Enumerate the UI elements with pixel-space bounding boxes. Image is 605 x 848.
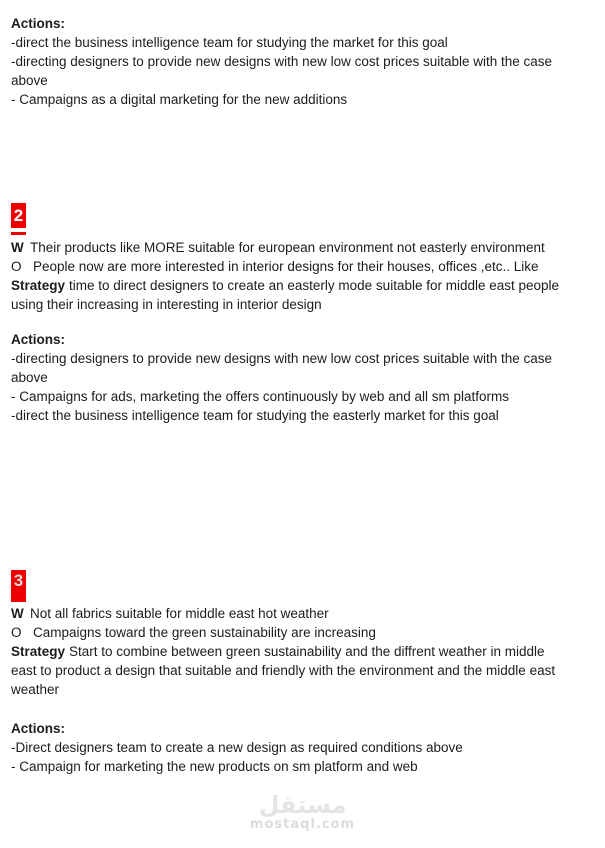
weakness-label: W bbox=[11, 606, 24, 621]
strategy-label: Strategy bbox=[11, 278, 66, 293]
section-number-underline bbox=[11, 232, 26, 235]
actions-heading: Actions: bbox=[11, 332, 65, 347]
action-item: -direct the business intelligence team for studying the easterly market for this goal bbox=[11, 408, 499, 423]
opportunity-label: O bbox=[11, 259, 22, 274]
strategy-label: Strategy bbox=[11, 644, 66, 659]
mostaql-domain-text: mostaql.com bbox=[249, 817, 356, 832]
swot-section-3 bbox=[11, 570, 605, 776]
actions-block-3 bbox=[11, 719, 605, 776]
actions-heading: Actions: bbox=[11, 16, 65, 31]
weakness-text: Their products like MORE suitable for european environment not easterly environment bbox=[30, 240, 545, 255]
weakness-label: W bbox=[11, 240, 24, 255]
weakness-line bbox=[11, 604, 573, 623]
weakness-text: Not all fabrics suitable for middle east hot weather bbox=[30, 606, 329, 621]
strategy-text: Start to combine between green sustainability and the diffrent weather in middle east to product a design that suitable and friendly with the environment and the middle east weather bbox=[11, 644, 556, 697]
section-number-3 bbox=[11, 570, 605, 602]
action-item: - Campaigns for ads, marketing the offers continuously by web and all sm platforms bbox=[11, 389, 509, 404]
strategy-line bbox=[11, 642, 573, 699]
section-number-badge: 2 bbox=[11, 203, 26, 228]
actions-block-2 bbox=[11, 330, 605, 425]
action-item: -directing designers to provide new designs with new low cost prices suitable with the case above bbox=[11, 54, 553, 88]
action-item: -directing designers to provide new designs with new low cost prices suitable with the case above bbox=[11, 351, 553, 385]
opportunity-text: People now are more interested in interior designs for their houses, offices ,etc.. Like bbox=[33, 259, 539, 274]
action-item: -Direct designers team to create a new design as required conditions above bbox=[11, 740, 463, 755]
opportunity-label: O bbox=[11, 625, 22, 640]
section-number-2 bbox=[11, 203, 605, 235]
strategy-text: time to direct designers to create an easterly mode suitable for middle east people using their increasing in interesting in interior design bbox=[11, 278, 560, 312]
section-number-badge: 3 bbox=[11, 570, 26, 602]
actions-block-1 bbox=[11, 14, 605, 109]
mostaql-watermark bbox=[0, 792, 605, 832]
action-item: -direct the business intelligence team for studying the market for this goal bbox=[11, 35, 448, 50]
opportunity-text: Campaigns toward the green sustainability are increasing bbox=[33, 625, 376, 640]
swot-section-2 bbox=[11, 203, 605, 425]
opportunity-line bbox=[11, 257, 573, 276]
actions-heading: Actions: bbox=[11, 721, 65, 736]
opportunity-line bbox=[11, 623, 573, 642]
action-item: - Campaign for marketing the new products on sm platform and web bbox=[11, 759, 418, 774]
mostaql-logo-arabic: مستقل bbox=[258, 791, 347, 819]
weakness-line bbox=[11, 238, 573, 257]
strategy-line bbox=[11, 276, 573, 314]
action-item: - Campaigns as a digital marketing for the new additions bbox=[11, 92, 348, 107]
